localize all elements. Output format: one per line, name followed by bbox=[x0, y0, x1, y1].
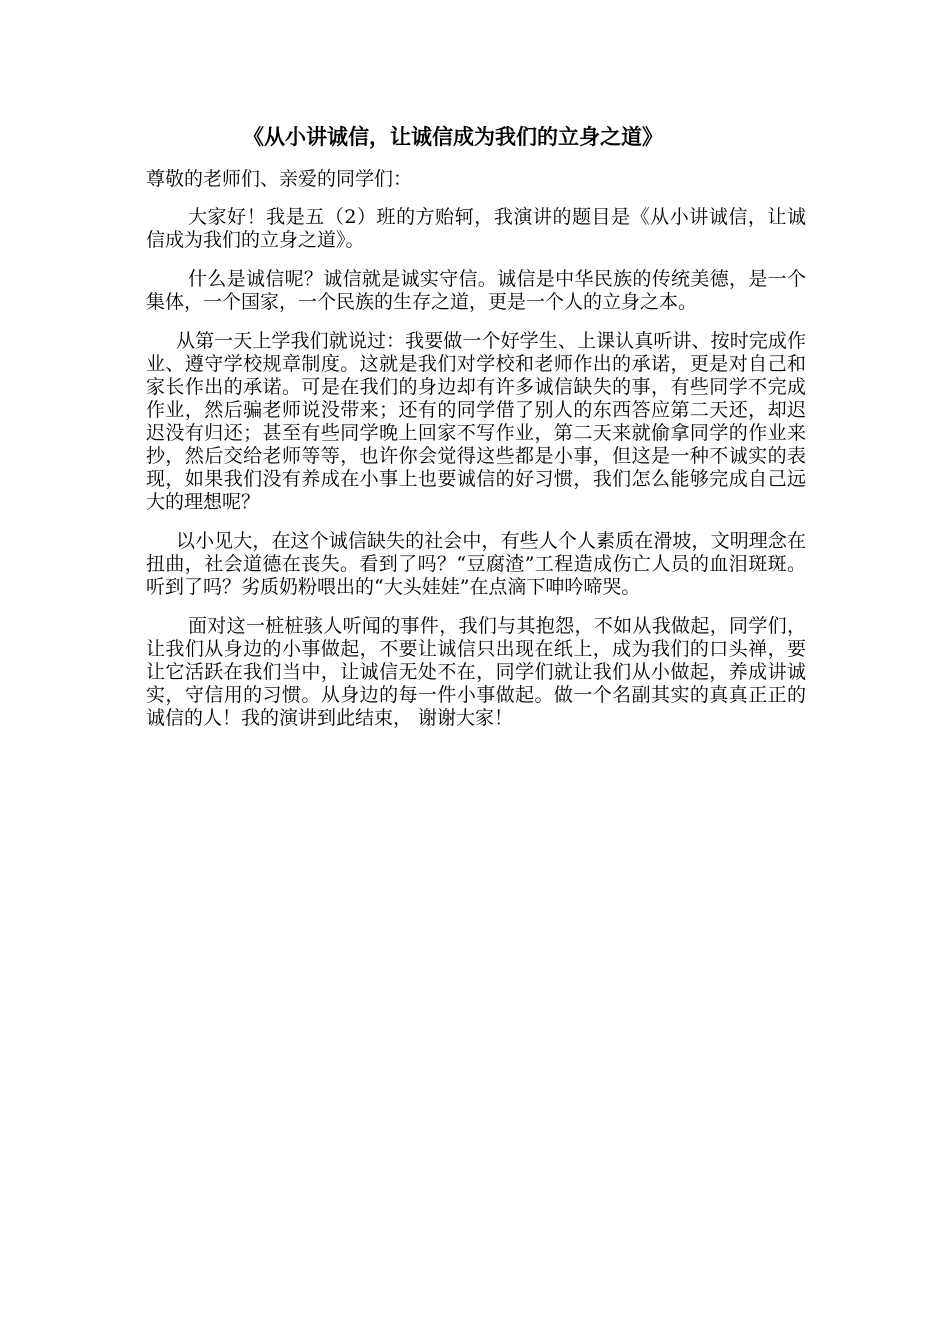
document-body bbox=[146, 206, 806, 746]
salutation: 尊敬的老师们、亲爱的同学们： bbox=[146, 168, 413, 190]
paragraph-greeting: 大家好！我是五（2）班的方贻轲，我演讲的题目是《从小讲诚信，让诚信成为我们的立身之道》。 bbox=[146, 206, 806, 251]
paragraph-society: 以小见大，在这个诚信缺失的社会中，有些人个人素质在滑坡，文明理念在扭曲，社会道德在丧失。看到了吗？“豆腐渣”工程造成伤亡人员的血泪斑斑。听到了吗？劣质奶粉喂出的“大头娃娃”在点滴下呻吟啼哭。 bbox=[146, 530, 806, 598]
paragraph-definition: 什么是诚信呢？诚信就是诚实守信。诚信是中华民族的传统美德，是一个集体，一个国家，一个民族的生存之道，更是一个人的立身之本。 bbox=[146, 268, 806, 313]
paragraph-conclusion: 面对这一桩桩骇人听闻的事件，我们与其抱怨，不如从我做起，同学们，让我们从身边的小事做起，不要让诚信只出现在纸上，成为我们的口头禅，要让它活跃在我们当中，让诚信无处不在，同学们就让我们从小做起，养成讲诚实，守信用的习惯。从身边的每一件小事做起。做一个名副其实的真真正正的诚信的人！我的演讲到此结束， 谢谢大家！ bbox=[146, 615, 806, 729]
paragraph-promise: 从第一天上学我们就说过：我要做一个好学生、上课认真听讲、按时完成作业、遵守学校规章制度。这就是我们对学校和老师作出的承诺，更是对自己和家长作出的承诺。可是在我们的身边却有许多诚信缺失的事，有些同学不完成作业，然后骗老师说没带来；还有的同学借了别人的东西答应第二天还，却迟迟没有归还；甚至有些同学晚上回家不写作业，第二天来就偷拿同学的作业来抄，然后交给老师等等，也许你会觉得这些都是小事，但这是一种不诚实的表现，如果我们没有养成在小事上也要诚信的好习惯，我们怎么能够完成自己远大的理想呢？ bbox=[146, 330, 806, 513]
document-title: 《从小讲诚信，让诚信成为我们的立身之道》 bbox=[243, 124, 663, 149]
